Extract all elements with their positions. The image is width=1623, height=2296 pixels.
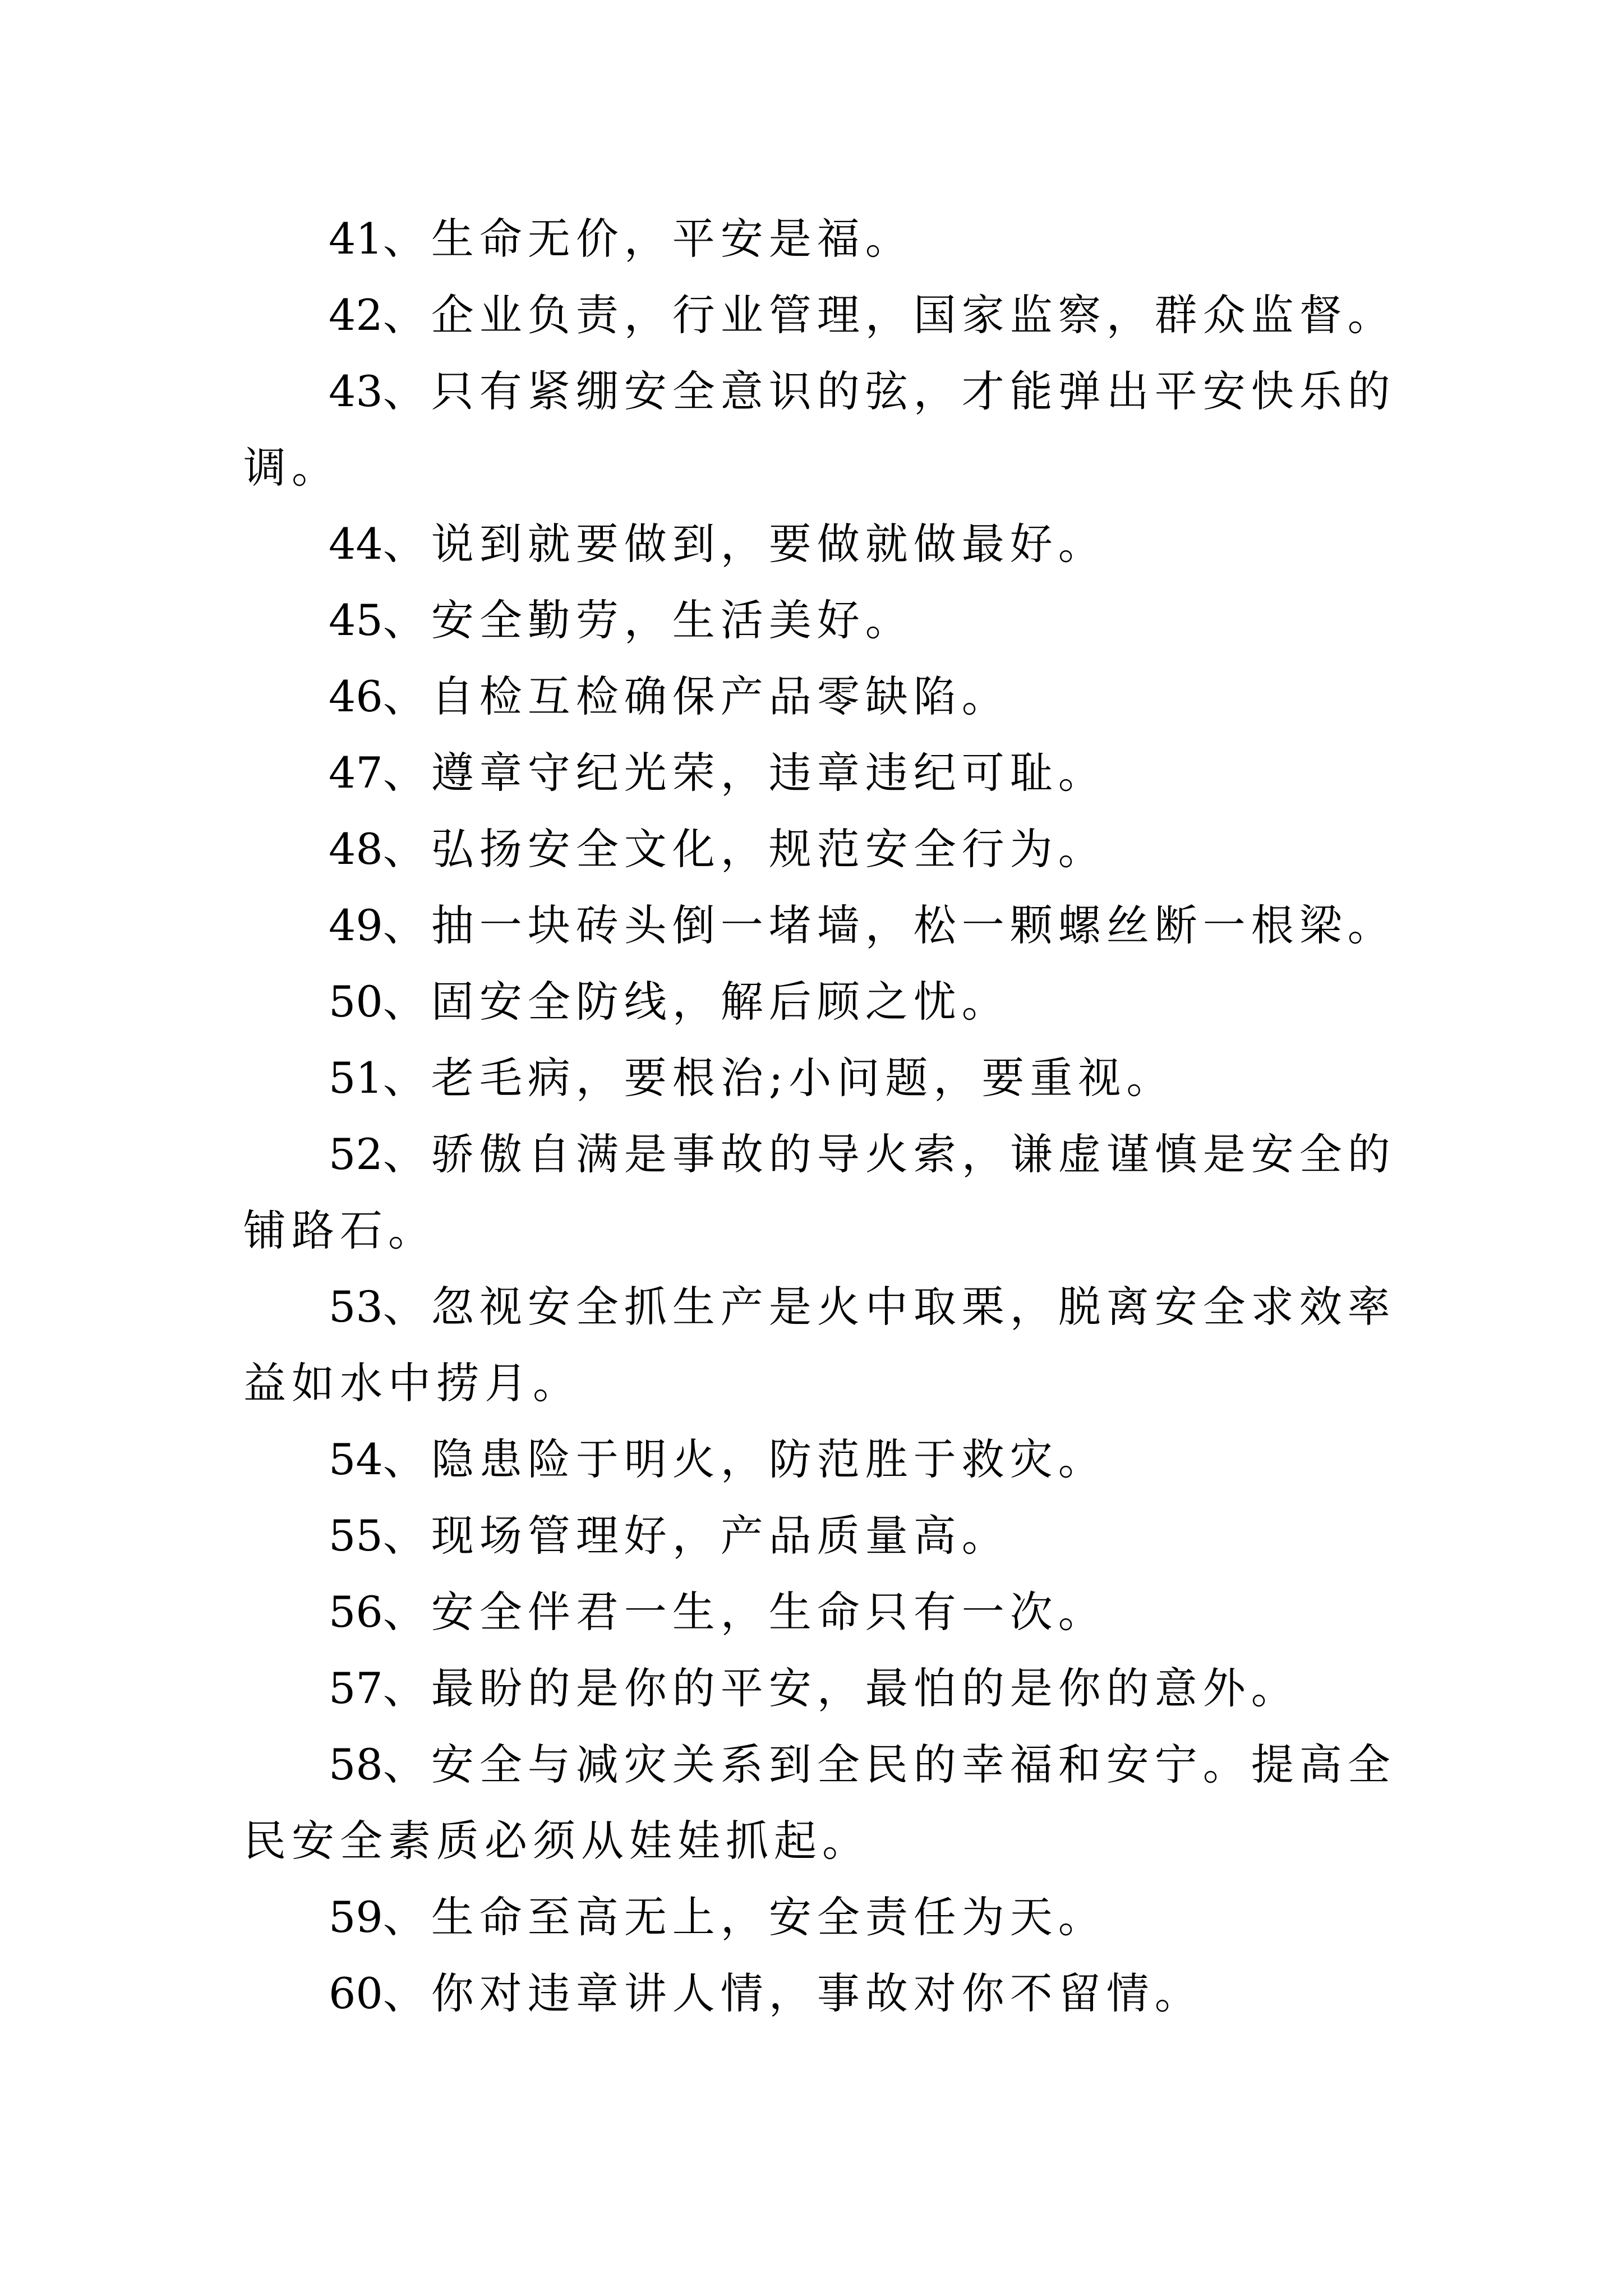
list-item [243, 1955, 1399, 2032]
item-text: 只有紧绷安全意识的弦，才能弹出平安快乐的调。 [243, 366, 1396, 493]
item-number: 42 [329, 290, 383, 340]
item-text: 遵章守纪光荣，违章违纪可耻。 [431, 748, 1106, 798]
item-text: 生命至高无上，安全责任为天。 [431, 1892, 1106, 1942]
item-number: 59 [329, 1892, 383, 1942]
item-separator: 、 [382, 977, 431, 1027]
item-number: 60 [329, 1968, 383, 2018]
item-separator: 、 [382, 824, 431, 874]
item-text: 最盼的是你的平安，最怕的是你的意外。 [431, 1663, 1299, 1713]
item-separator: 、 [382, 1740, 431, 1789]
item-number: 56 [329, 1587, 383, 1637]
list-item [243, 964, 1399, 1040]
item-number: 58 [329, 1740, 383, 1789]
item-number: 47 [329, 748, 383, 798]
item-text: 弘扬安全文化，规范安全行为。 [431, 824, 1106, 874]
item-text: 忽视安全抓生产是火中取栗，脱离安全求效率益如水中捞月。 [243, 1282, 1396, 1408]
item-number: 46 [329, 671, 383, 721]
item-separator: 、 [382, 1053, 431, 1103]
list-item [243, 1040, 1399, 1116]
list-item [243, 582, 1399, 659]
item-text: 隐患险于明火，防范胜于救灾。 [431, 1434, 1106, 1484]
item-separator: 、 [382, 290, 431, 340]
list-item [243, 1879, 1399, 1955]
item-separator: 、 [382, 595, 431, 645]
item-text: 固安全防线，解后顾之忧。 [431, 977, 1010, 1027]
item-number: 55 [329, 1511, 383, 1561]
item-number: 48 [329, 824, 383, 874]
item-text: 你对违章讲人情，事故对你不留情。 [431, 1968, 1203, 2018]
list-item [243, 1727, 1399, 1879]
item-separator: 、 [382, 214, 431, 264]
item-number: 52 [329, 1129, 383, 1179]
list-item [243, 201, 1399, 277]
item-separator: 、 [382, 1434, 431, 1484]
list-item [243, 506, 1399, 582]
item-number: 51 [329, 1053, 383, 1103]
list-item [243, 277, 1399, 353]
slogan-list [243, 201, 1399, 2032]
list-item [243, 1498, 1399, 1574]
item-number: 57 [329, 1663, 383, 1713]
item-separator: 、 [382, 748, 431, 798]
list-item [243, 1421, 1399, 1498]
item-separator: 、 [382, 1968, 431, 2018]
item-text: 企业负责，行业管理，国家监察，群众监督。 [431, 290, 1396, 340]
item-separator: 、 [382, 519, 431, 569]
item-number: 49 [329, 900, 383, 950]
item-separator: 、 [382, 900, 431, 950]
item-number: 50 [329, 977, 383, 1027]
item-separator: 、 [382, 671, 431, 721]
item-number: 43 [329, 366, 383, 416]
item-separator: 、 [382, 1892, 431, 1942]
item-text: 老毛病，要根治;小问题，要重视。 [431, 1053, 1175, 1103]
item-text: 生命无价，平安是福。 [431, 214, 914, 264]
list-item [243, 887, 1399, 964]
list-item [243, 1650, 1399, 1727]
item-text: 自检互检确保产品零缺陷。 [431, 671, 1010, 721]
item-text: 安全伴君一生，生命只有一次。 [431, 1587, 1106, 1637]
item-separator: 、 [382, 1587, 431, 1637]
item-text: 安全与减灾关系到全民的幸福和安宁。提高全民安全素质必须从娃娃抓起。 [243, 1740, 1396, 1866]
item-text: 抽一块砖头倒一堵墙，松一颗螺丝断一根梁。 [431, 900, 1396, 950]
list-item [243, 659, 1399, 735]
item-number: 53 [329, 1282, 383, 1332]
list-item [243, 353, 1399, 506]
item-text: 安全勤劳，生活美好。 [431, 595, 914, 645]
list-item [243, 1116, 1399, 1269]
item-separator: 、 [382, 1663, 431, 1713]
item-separator: 、 [382, 1511, 431, 1561]
list-item [243, 735, 1399, 811]
list-item [243, 1574, 1399, 1650]
item-separator: 、 [382, 366, 431, 416]
item-number: 41 [329, 214, 383, 264]
list-item [243, 811, 1399, 887]
item-number: 44 [329, 519, 383, 569]
item-separator: 、 [382, 1129, 431, 1179]
item-text: 说到就要做到，要做就做最好。 [431, 519, 1106, 569]
item-separator: 、 [382, 1282, 431, 1332]
list-item [243, 1269, 1399, 1421]
item-number: 45 [329, 595, 383, 645]
item-number: 54 [329, 1434, 383, 1484]
item-text: 现场管理好，产品质量高。 [431, 1511, 1010, 1561]
item-text: 骄傲自满是事故的导火索，谦虚谨慎是安全的铺路石。 [243, 1129, 1396, 1255]
